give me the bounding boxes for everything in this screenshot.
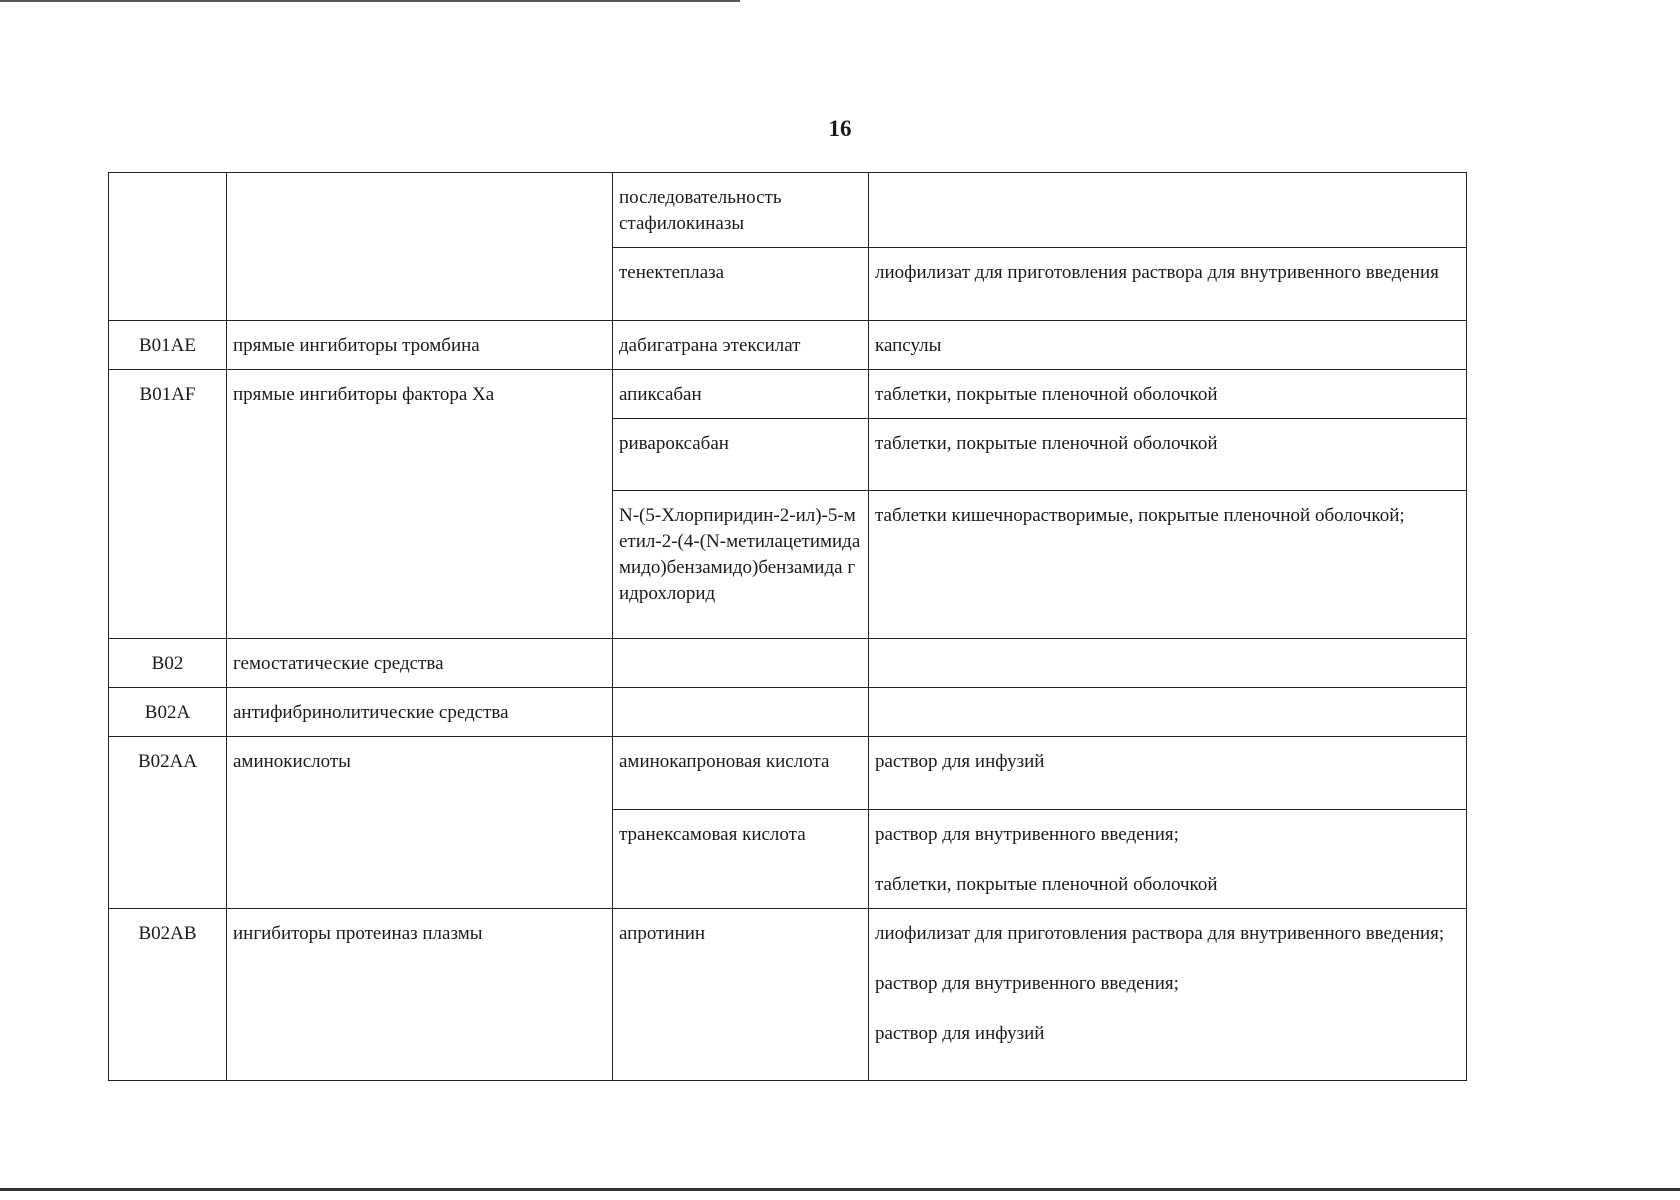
substance-cell: транексамовая кислота [613,810,869,909]
substance-cell: N-(5-Хлорпиридин-2-ил)-5-метил-2-(4-(N-метилацетимидамидо)бензамидо)бензамида гидрохлорид [613,491,869,639]
dosage-form-cell [869,639,1467,688]
group-cell: прямые ингибиторы фактора Xa [227,370,613,639]
group-cell: аминокислоты [227,737,613,909]
atc-code-cell: B02A [109,688,227,737]
drug-table [108,172,1467,1081]
dosage-form-cell: таблетки кишечнорастворимые, покрытые пленочной оболочкой; [869,491,1467,639]
table-row [109,321,1467,370]
table-row [109,370,1467,419]
table-row [109,737,1467,810]
substance-cell [613,688,869,737]
table-row [109,688,1467,737]
table-row [109,639,1467,688]
scan-edge-bottom [0,1188,1680,1191]
group-cell [227,173,613,321]
dosage-form-line: раствор для инфузий [875,1023,1045,1044]
group-cell: ингибиторы протеиназ плазмы [227,909,613,1081]
page-number: 16 [828,116,852,141]
scan-edge-top [0,0,740,2]
dosage-form-line: раствор для внутривенного введения; [875,824,1179,845]
substance-cell: дабигатрана этексилат [613,321,869,370]
atc-code-cell: B02AB [109,909,227,1081]
dosage-form-line: раствор для внутривенного введения; [875,973,1179,994]
dosage-form-cell: капсулы [869,321,1467,370]
dosage-form-cell: таблетки, покрытые пленочной оболочкой [869,370,1467,419]
substance-cell: ривароксабан [613,419,869,491]
atc-code-cell: B01AE [109,321,227,370]
atc-code-cell: B02 [109,639,227,688]
dosage-form-cell [869,173,1467,248]
atc-code-cell: B01AF [109,370,227,639]
substance-cell [613,639,869,688]
dosage-form-cell: лиофилизат для приготовления раствора для внутривенного введения [869,248,1467,321]
dosage-form-line: таблетки, покрытые пленочной оболочкой [875,874,1218,895]
substance-cell: последовательность стафилокиназы [613,173,869,248]
substance-cell: тенектеплаза [613,248,869,321]
substance-cell: аминокапроновая кислота [613,737,869,810]
dosage-form-line: лиофилизат для приготовления раствора для внутривенного введения; [875,923,1445,944]
dosage-form-cell: раствор для инфузий [869,737,1467,810]
group-cell: прямые ингибиторы тромбина [227,321,613,370]
group-cell: гемостатические средства [227,639,613,688]
table-row [109,173,1467,248]
dosage-form-cell [869,810,1467,909]
substance-cell: апиксабан [613,370,869,419]
group-cell: антифибринолитические средства [227,688,613,737]
substance-cell: апротинин [613,909,869,1081]
dosage-form-cell [869,909,1467,1081]
table-row [109,909,1467,1081]
atc-code-cell [109,173,227,321]
dosage-form-cell: таблетки, покрытые пленочной оболочкой [869,419,1467,491]
atc-code-cell: B02AA [109,737,227,909]
dosage-form-cell [869,688,1467,737]
